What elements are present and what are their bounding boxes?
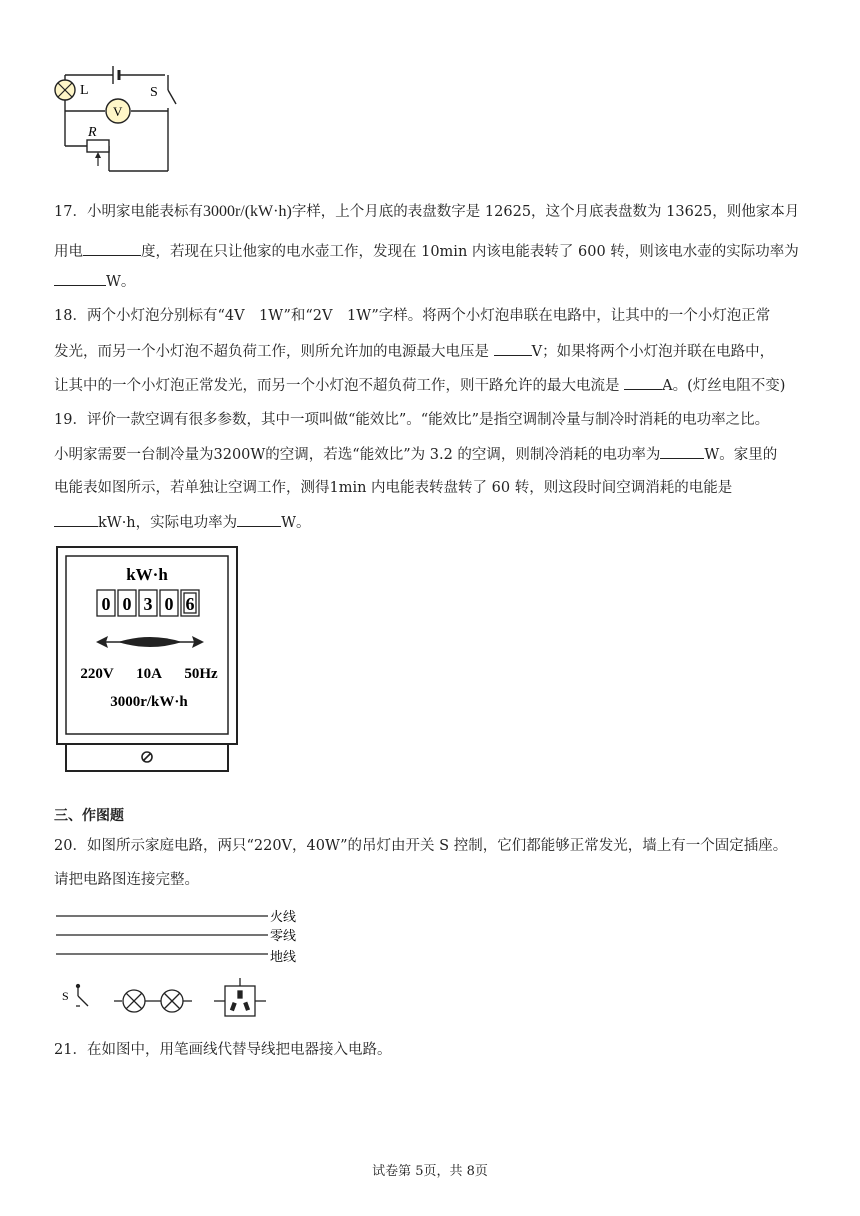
- meter-rating-frequency: 50Hz: [184, 666, 218, 682]
- pendant-lamp-icon: [114, 990, 161, 1012]
- answer-blank[interactable]: [660, 444, 704, 459]
- electric-meter: [56, 546, 240, 774]
- q19-line2: 小明家需要一台制冷量为3200W的空调，若选“能效比”为 3.2 的空调，则制冷消耗的电功率为 W。家里的: [54, 444, 777, 465]
- answer-blank[interactable]: [54, 512, 98, 527]
- switch-label: S: [150, 85, 158, 100]
- q18-line2: 发光，而另一个小灯泡不超负荷工作，则所允许加的电源最大电压是 V；如果将两个小灯泡并联在电路中，: [54, 341, 774, 362]
- q19-line3: 电能表如图所示，若单独让空调工作，测得1min 内电能表转盘转了 60 转，则这段时间空调消耗的电能是: [54, 480, 733, 496]
- meter-digit: 0: [101, 594, 111, 614]
- answer-blank[interactable]: [54, 271, 106, 286]
- meter-digits: [97, 590, 199, 616]
- household-circuit-diagram: [54, 904, 304, 1024]
- lamp-icon: [55, 80, 75, 100]
- wall-socket-icon: [214, 978, 266, 1016]
- q17-line2: 用电 度，若现在只让他家的电水壶工作，发现在 10min 内该电能表转了 600 转，则该电水壶的实际功率为: [54, 241, 799, 262]
- meter-digit: 0: [164, 594, 174, 614]
- q21-line1: 21．在如图中，用笔画线代替导线把电器接入电路。: [54, 1042, 392, 1058]
- meter-unit: kW·h: [126, 565, 168, 584]
- q20-line2: 请把电路图连接完整。: [54, 872, 199, 888]
- q19-line1: 19．评价一款空调有很多参数，其中一项叫做“能效比”。“能效比”是指空调制冷量与制冷时消耗的电功率之比。: [54, 412, 770, 428]
- answer-blank[interactable]: [83, 241, 141, 256]
- meter-digit: 6: [185, 594, 195, 614]
- answer-blank[interactable]: [624, 375, 662, 390]
- meter-digit: 0: [122, 594, 132, 614]
- resistor-label: R: [88, 125, 97, 140]
- q17-line3: W。: [54, 271, 135, 292]
- page-footer: 试卷第 5页，共 8页: [372, 1164, 488, 1179]
- q20-line1: 20．如图所示家庭电路，两只“220V，40W”的吊灯由开关 S 控制，它们都能够正常发光，墙上有一个固定插座。: [54, 838, 788, 854]
- wire-neutral-label: 零线: [270, 929, 297, 944]
- q19-line4: kW·h，实际电功率为 W。: [54, 512, 311, 533]
- answer-blank[interactable]: [237, 512, 281, 527]
- lamp-label: L: [80, 83, 89, 98]
- meter-constant: 3000r/kW·h: [110, 694, 188, 710]
- q18-line3: 让其中的一个小灯泡正常发光，而另一个小灯泡不超负荷工作，则干路允许的最大电流是 A。(灯丝电阻不变): [54, 375, 785, 396]
- q18-line1: 18．两个小灯泡分别标有“4V 1W”和“2V 1W”字样。将两个小灯泡串联在电路中，让其中的一个小灯泡正常: [54, 308, 771, 324]
- switch-label: S: [62, 989, 69, 1003]
- q17-line1: 17．小明家电能表标有3000r/(kW·h)字样，上个月底的表盘数字是 12625，这个月底表盘数为 13625，则他家本月: [54, 203, 800, 220]
- pendant-lamp-icon: [161, 990, 192, 1012]
- answer-blank[interactable]: [494, 341, 532, 356]
- meter-digit: 3: [143, 594, 153, 614]
- wire-live-label: 火线: [270, 910, 297, 925]
- meter-rating-current: 10A: [136, 666, 162, 682]
- meter-spec: 3000r/(kW·h): [202, 203, 292, 220]
- voltmeter-label: V: [113, 104, 123, 119]
- switch-icon: [76, 985, 88, 1007]
- section-title: 三、作图题: [54, 808, 124, 824]
- rheostat-icon: [87, 140, 109, 166]
- wire-ground-label: 地线: [270, 950, 297, 965]
- circuit-diagram-voltmeter: [50, 58, 190, 176]
- meter-rating-voltage: 220V: [80, 666, 114, 682]
